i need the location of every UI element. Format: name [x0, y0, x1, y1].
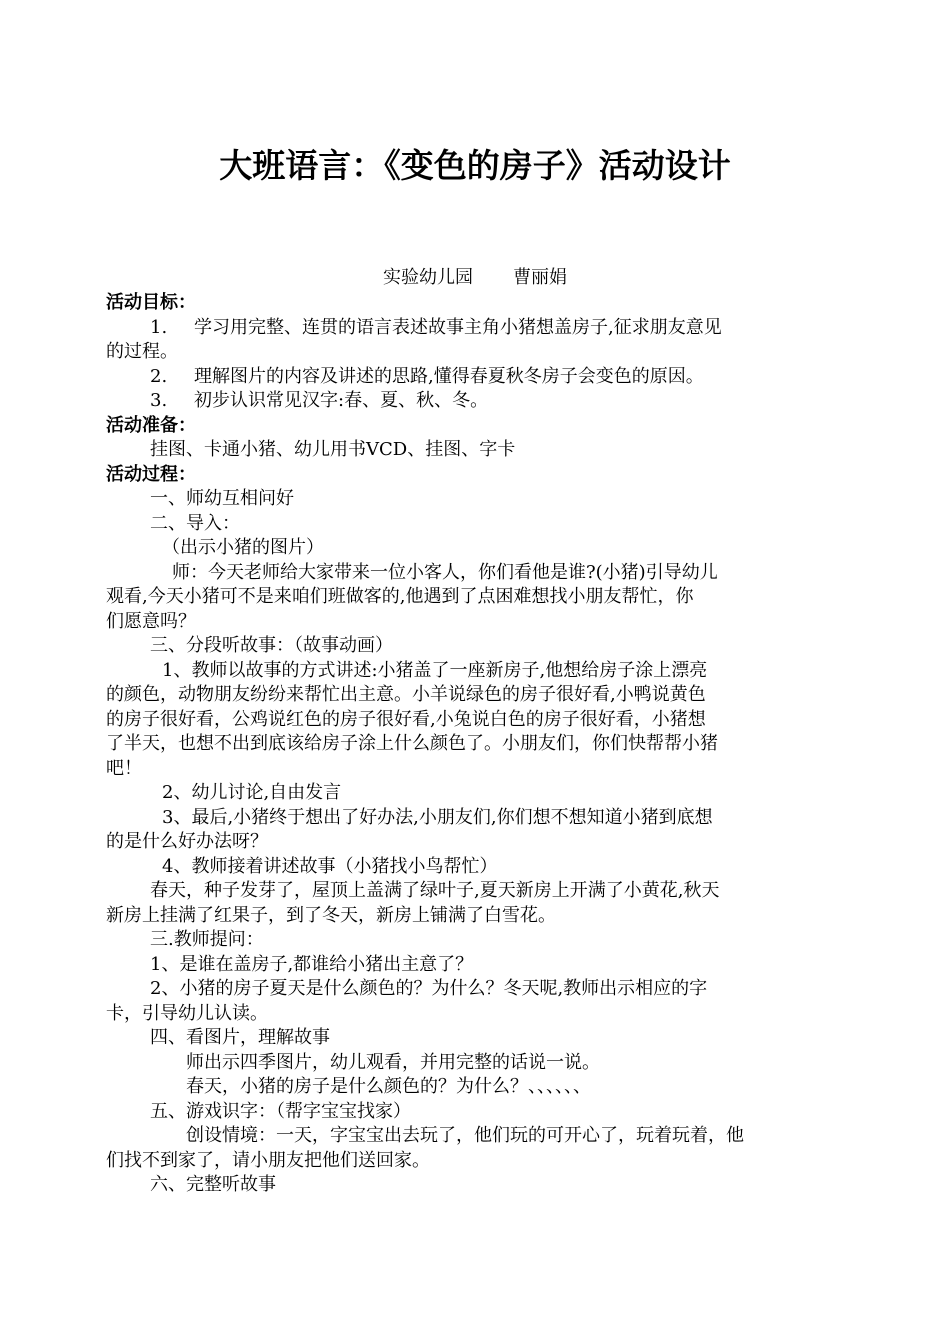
prep-text: 挂图、卡通小猪、幼儿用书VCD、挂图、字卡 — [150, 439, 516, 460]
goal-item-2 — [106, 365, 850, 390]
process-story-line: 新房上挂满了红果子，到了冬天，新房上铺满了白雪花。 — [106, 904, 556, 926]
process-step-3-1-line: 的房子很好看，公鸡说红色的房子很好看,小兔说白色的房子很好看，小猪想 — [106, 708, 706, 730]
process-step-3-1-line: 1、教师以故事的方式讲述:小猪盖了一座新房子,他想给房子涂上漂亮 — [162, 659, 708, 681]
process-step-3-1-line: 吧！ — [106, 757, 142, 779]
process-step-5-line: 春天，小猪的房子是什么颜色的？为什么？、、、、、、 — [186, 1076, 591, 1097]
process-step-2-teacher-line: 观看,今天小猪可不是来咱们班做客的,他遇到了点困难想找小朋友帮忙，你 — [106, 586, 694, 607]
document-title: 大班语言：《变色的房子》活动设计 — [219, 146, 731, 185]
goal-text: 理解图片的内容及讲述的思路,懂得春夏秋冬房子会变色的原因。 — [194, 365, 704, 387]
goal-number: 1. — [150, 316, 168, 338]
process-step-3: 三、分段听故事：（故事动画） — [150, 635, 393, 656]
author-line — [0, 265, 950, 291]
process-step-3-3-line: 3、最后,小猪终于想出了好办法,小朋友们,你们想不想知道小猪到底想 — [162, 806, 713, 828]
process-step-3-4: 4、教师接着讲述故事（小猪找小鸟帮忙） — [162, 855, 498, 877]
process-step-2-show: （出示小猪的图片） — [162, 537, 324, 558]
process-question-2-line: 2、小猪的房子夏天是什么颜色的？为什么？冬天呢,教师出示相应的字 — [150, 978, 708, 999]
process-step-5: 四、看图片，理解故事 — [150, 1027, 330, 1048]
process-heading: 活动过程： — [106, 463, 196, 485]
process-step-2-teacher-line: 们愿意吗？ — [106, 610, 196, 632]
process-step-2-teacher-line: 师：今天老师给大家带来一位小客人，你们看他是谁?(小猪)引导幼儿 — [172, 561, 718, 583]
process-question-2-line: 卡，引导幼儿认读。 — [106, 1002, 268, 1024]
goal-number: 2. — [150, 365, 168, 387]
goal-item-1 — [106, 316, 850, 341]
process-step-3-2: 2、幼儿讨论,自由发言 — [162, 782, 342, 803]
goals-heading: 活动目标： — [106, 292, 196, 313]
process-story-line: 春天，种子发芽了，屋顶上盖满了绿叶子,夏天新房上开满了小黄花,秋天 — [150, 880, 720, 901]
goal-text: 学习用完整、连贯的语言表述故事主角小猪想盖房子,征求朋友意见 — [194, 316, 722, 338]
process-step-6: 五、游戏识字：（帮字宝宝找家） — [150, 1100, 411, 1122]
process-step-7: 六、完整听故事 — [150, 1174, 276, 1195]
author-school: 实验幼儿园 — [383, 267, 473, 288]
prep-heading: 活动准备： — [106, 414, 196, 436]
goal-number: 3. — [150, 390, 168, 411]
process-step-3-1-line: 了半天，也想不出到底该给房子涂上什么颜色了。小朋友们，你们快帮帮小猪 — [106, 733, 718, 754]
process-step-5-line: 师出示四季图片，幼儿观看，并用完整的话说一说。 — [186, 1051, 600, 1073]
process-step-3-1-line: 的颜色，动物朋友纷纷来帮忙出主意。小羊说绿色的房子很好看,小鸭说黄色 — [106, 684, 706, 705]
process-step-6-line: 们找不到家了，请小朋友把他们送回家。 — [106, 1149, 430, 1171]
goal-text: 初步认识常见汉字:春、夏、秋、冬。 — [194, 390, 489, 411]
process-question-1: 1、是谁在盖房子,都谁给小猪出主意了？ — [150, 953, 474, 975]
goal-item-1-continued: 的过程。 — [106, 341, 178, 362]
process-step-1: 一、师幼互相问好 — [150, 488, 294, 509]
process-step-6-line: 创设情境：一天，字宝宝出去玩了，他们玩的可开心了，玩着玩着，他 — [186, 1125, 744, 1146]
goal-item-3 — [106, 389, 850, 414]
process-step-4: 三.教师提问： — [150, 929, 264, 950]
process-step-3-3-line: 的是什么好办法呀？ — [106, 831, 268, 852]
document-body — [106, 291, 850, 1198]
process-step-2: 二、导入： — [150, 512, 240, 534]
author-name: 曹丽娟 — [513, 267, 567, 288]
